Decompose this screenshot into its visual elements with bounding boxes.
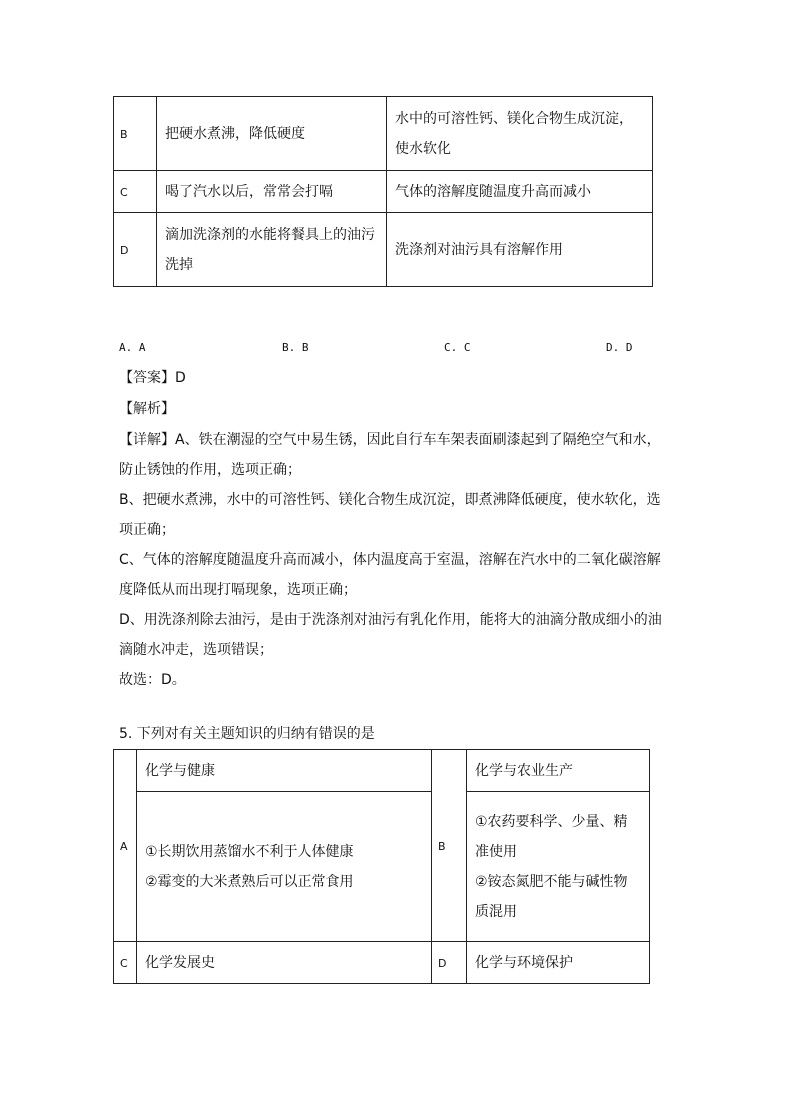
row-letter: B bbox=[438, 839, 446, 853]
row-letter-cell bbox=[432, 942, 467, 984]
reason-text: 水中的可溶性钙、镁化合物生成沉淀， bbox=[395, 110, 633, 127]
topic-title: 化学发展史 bbox=[145, 954, 215, 971]
topic-item: ②铵态氮肥不能与碱性物 bbox=[475, 873, 628, 890]
row-letter: B bbox=[120, 127, 128, 141]
answer-table-2 bbox=[113, 749, 650, 984]
reason-text: 使水软化 bbox=[395, 140, 451, 157]
analysis-line: D、用洗涤剂除去油污，是由于洗涤剂对油污有乳化作用，能将大的油滴分散成细小的油 bbox=[119, 612, 662, 628]
option-d: D. D bbox=[606, 341, 633, 354]
answer-table-1 bbox=[113, 96, 653, 287]
option-a: A. A bbox=[119, 341, 146, 354]
analysis-body bbox=[119, 425, 679, 695]
reason-text: 气体的溶解度随温度升高而减小 bbox=[395, 183, 591, 200]
reason-cell bbox=[387, 97, 653, 171]
row-letter-cell bbox=[114, 750, 137, 942]
analysis-line: 防止锈蚀的作用，选项正确； bbox=[119, 462, 301, 478]
topic-title: 化学与环境保护 bbox=[475, 954, 573, 971]
analysis-line: 项正确； bbox=[119, 522, 175, 538]
reason-cell bbox=[387, 171, 653, 213]
fact-cell bbox=[157, 213, 387, 287]
topic-item: ①长期饮用蒸馏水不利于人体健康 bbox=[145, 843, 354, 860]
topic-item: 质混用 bbox=[475, 903, 517, 920]
analysis-line: 【详解】A、铁在潮湿的空气中易生锈，因此自行车车架表面刷漆起到了隔绝空气和水， bbox=[119, 432, 661, 448]
analysis-line: B、把硬水煮沸，水中的可溶性钙、镁化合物生成沉淀，即煮沸降低硬度，使水软化，选 bbox=[119, 492, 661, 508]
topic-title-cell bbox=[467, 750, 650, 792]
option-b: B. B bbox=[282, 341, 309, 354]
analysis-line: 故选：D。 bbox=[119, 672, 186, 688]
option-c: C. C bbox=[444, 341, 471, 354]
analysis-line: C、气体的溶解度随温度升高而减小，体内温度高于室温，溶解在汽水中的二氧化碳溶解 bbox=[119, 552, 661, 568]
analysis-title: 【解析】 bbox=[119, 401, 175, 417]
analysis-line: 度降低从而出现打嗝现象，选项正确； bbox=[119, 582, 357, 598]
topic-title: 化学与农业生产 bbox=[475, 762, 573, 779]
fact-text: 把硬水煮沸，降低硬度 bbox=[165, 125, 305, 142]
row-letter: C bbox=[120, 185, 128, 199]
topic-items-cell bbox=[137, 792, 432, 942]
topic-item: 准使用 bbox=[475, 843, 517, 860]
fact-cell bbox=[157, 97, 387, 171]
row-letter: D bbox=[438, 956, 447, 970]
topic-title: 化学与健康 bbox=[145, 762, 215, 779]
row-letter-cell bbox=[114, 942, 137, 984]
row-letter: A bbox=[120, 839, 128, 853]
reason-cell bbox=[387, 213, 653, 287]
reason-text: 洗涤剂对油污具有溶解作用 bbox=[395, 241, 563, 258]
topic-title-cell bbox=[137, 942, 432, 984]
row-letter: C bbox=[120, 956, 128, 970]
topic-title-cell bbox=[467, 942, 650, 984]
fact-text: 滴加洗涤剂的水能将餐具上的油污 bbox=[165, 226, 375, 243]
answer-line: 【答案】D bbox=[119, 370, 186, 386]
fact-text: 喝了汽水以后，常常会打嗝 bbox=[165, 183, 333, 200]
row-letter-cell bbox=[114, 97, 157, 171]
topic-item: ①农药要科学、少量、精 bbox=[475, 813, 628, 830]
analysis-line: 滴随水冲走，选项错误； bbox=[119, 642, 273, 658]
row-letter-cell bbox=[114, 213, 157, 287]
question-5: 5. 下列对有关主题知识的归纳有错误的是 bbox=[119, 726, 375, 742]
row-letter-cell bbox=[432, 750, 467, 942]
row-letter-cell bbox=[114, 171, 157, 213]
topic-item: ②霉变的大米煮熟后可以正常食用 bbox=[145, 873, 354, 890]
topic-title-cell bbox=[137, 750, 432, 792]
fact-cell bbox=[157, 171, 387, 213]
row-letter: D bbox=[120, 243, 129, 257]
topic-items-cell bbox=[467, 792, 650, 942]
fact-text: 洗掉 bbox=[165, 256, 193, 273]
